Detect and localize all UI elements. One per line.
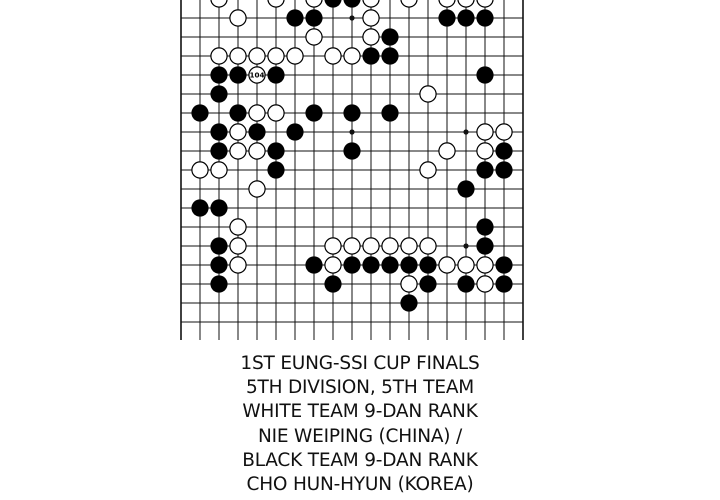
black-stone — [305, 9, 322, 26]
black-stone — [495, 256, 512, 273]
black-stone — [210, 237, 227, 254]
black-stone — [305, 104, 322, 121]
game-caption — [0, 352, 720, 497]
star-point — [349, 129, 354, 134]
black-stone — [210, 85, 227, 102]
white-stone — [287, 48, 303, 64]
black-stone — [457, 9, 474, 26]
caption-line-tournament: 1ST EUNG-SSI CUP FINALS — [240, 353, 480, 374]
black-stone — [210, 142, 227, 159]
white-stone — [249, 105, 265, 121]
black-stone — [476, 161, 493, 178]
black-stone — [476, 66, 493, 83]
white-stone — [420, 238, 436, 254]
white-stone — [268, 48, 284, 64]
black-stone — [343, 256, 360, 273]
white-stone — [439, 257, 455, 273]
white-stone — [306, 29, 322, 45]
white-stone — [477, 143, 493, 159]
black-stone — [343, 0, 360, 8]
black-stone — [457, 180, 474, 197]
white-stone — [439, 0, 455, 7]
white-stone — [268, 0, 284, 7]
white-stone — [496, 124, 512, 140]
black-stone — [476, 237, 493, 254]
black-stone — [381, 256, 398, 273]
white-stone — [439, 143, 455, 159]
white-stone — [325, 48, 341, 64]
black-stone — [324, 0, 341, 8]
star-point — [463, 243, 468, 248]
white-stone — [363, 10, 379, 26]
caption-line-black-team: BLACK TEAM 9-DAN RANK — [242, 449, 478, 471]
black-stone — [286, 123, 303, 140]
black-stone — [495, 142, 512, 159]
white-stone — [249, 48, 265, 64]
black-stone — [229, 66, 246, 83]
black-stone — [495, 161, 512, 178]
white-stone — [363, 0, 379, 7]
move-number-label: 104 — [249, 70, 265, 80]
white-stone — [249, 181, 265, 197]
white-stone — [458, 257, 474, 273]
white-stone — [230, 48, 246, 64]
black-stone — [286, 9, 303, 26]
black-stone — [495, 275, 512, 292]
white-stone — [344, 238, 360, 254]
black-stone — [191, 199, 208, 216]
white-stone — [325, 238, 341, 254]
white-stone — [477, 276, 493, 292]
white-stone — [363, 238, 379, 254]
white-stone — [211, 0, 227, 7]
white-stone — [306, 0, 322, 7]
black-stone — [248, 123, 265, 140]
caption-line-division: 5TH DIVISION, 5TH TEAM — [245, 377, 475, 399]
black-stone — [362, 47, 379, 64]
black-stone — [229, 104, 246, 121]
white-stone — [401, 0, 417, 7]
black-stone — [476, 218, 493, 235]
white-stone — [458, 0, 474, 7]
white-stone — [230, 143, 246, 159]
white-stone — [192, 162, 208, 178]
white-stone — [382, 238, 398, 254]
black-stone — [476, 9, 493, 26]
white-stone — [230, 10, 246, 26]
white-stone — [230, 257, 246, 273]
black-stone — [343, 104, 360, 121]
black-stone — [381, 47, 398, 64]
white-stone — [211, 48, 227, 64]
caption-line-white-team: WHITE TEAM 9-DAN RANK — [242, 401, 478, 423]
white-stone — [420, 162, 436, 178]
white-stone — [230, 219, 246, 235]
black-stone — [381, 104, 398, 121]
white-stone — [401, 276, 417, 292]
black-stone — [210, 256, 227, 273]
black-stone — [210, 66, 227, 83]
black-stone — [400, 256, 417, 273]
star-point — [349, 15, 354, 20]
white-stone — [477, 0, 493, 7]
white-stone — [401, 238, 417, 254]
black-stone — [305, 256, 322, 273]
white-stone — [363, 29, 379, 45]
black-stone — [400, 294, 417, 311]
white-stone — [230, 238, 246, 254]
white-stone — [268, 105, 284, 121]
star-point — [463, 129, 468, 134]
black-stone — [438, 9, 455, 26]
white-stone — [477, 124, 493, 140]
white-stone — [477, 257, 493, 273]
black-stone — [324, 275, 341, 292]
black-stone — [210, 199, 227, 216]
black-stone — [267, 161, 284, 178]
black-stone — [419, 275, 436, 292]
black-stone — [210, 123, 227, 140]
black-stone — [343, 142, 360, 159]
black-stone — [210, 275, 227, 292]
caption-line-white-player: NIE WEIPING (CHINA) / — [257, 425, 463, 447]
caption-line-black-player: CHO HUN-HYUN (KOREA) — [246, 474, 474, 496]
black-stone — [457, 275, 474, 292]
black-stone — [362, 256, 379, 273]
black-stone — [267, 66, 284, 83]
black-stone — [381, 28, 398, 45]
black-stone — [191, 104, 208, 121]
white-stone — [249, 143, 265, 159]
white-stone — [344, 48, 360, 64]
white-stone — [325, 257, 341, 273]
white-stone — [230, 124, 246, 140]
black-stone — [267, 142, 284, 159]
black-stone — [419, 256, 436, 273]
white-stone — [420, 86, 436, 102]
white-stone — [211, 162, 227, 178]
